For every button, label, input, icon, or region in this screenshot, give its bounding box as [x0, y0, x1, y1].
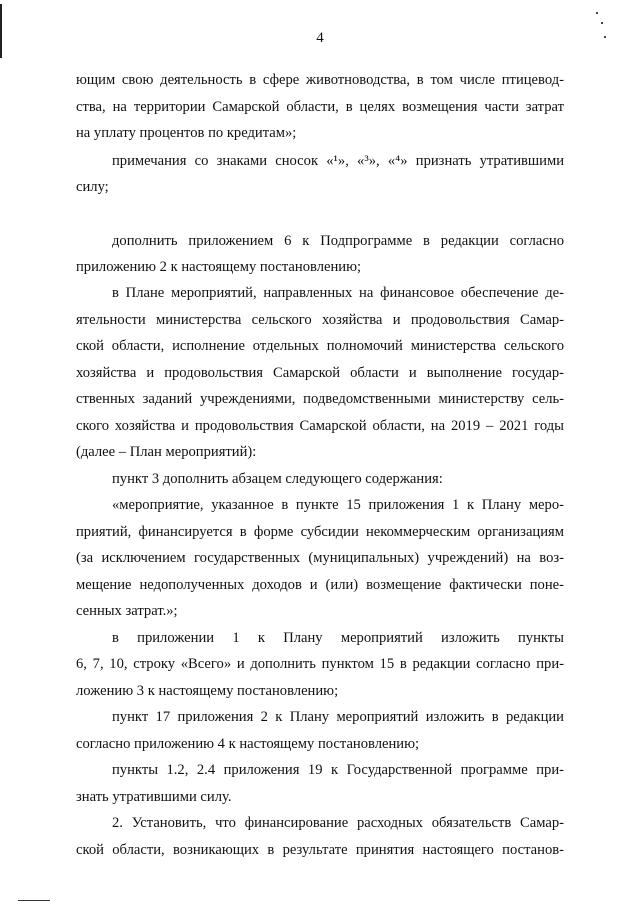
text-line: согласно приложению 4 к настоящему постановлению; — [76, 736, 420, 752]
text-line: ложению 3 к настоящему постановлению; — [76, 683, 339, 699]
text-line: приложению 2 к настоящему постановлению; — [76, 259, 362, 275]
text-line: ющим свою деятельность в сфере животноводства, в том числе птицевод- — [76, 72, 564, 88]
text-line: ства, на территории Самарской области, в целях возмещения части затрат — [76, 99, 564, 115]
text-line: силу; — [76, 179, 109, 195]
text-line: 6, 7, 10, строку «Всего» и дополнить пунктом 15 в редакции согласно при- — [76, 656, 564, 672]
text-line: мещение недополученных доходов и (или) возмещение фактически поне- — [76, 577, 564, 593]
text-line: пункт 17 приложения 2 к Плану мероприятий изложить в редакции — [112, 709, 564, 725]
text-line: (далее – План мероприятий): — [76, 444, 257, 460]
text-line: ской области, возникающих в результате принятия настоящего постанов- — [76, 842, 564, 858]
text-line: знать утратившими силу. — [76, 789, 232, 805]
text-line: дополнить приложением 6 к Подпрограмме в редакции согласно — [112, 233, 564, 249]
text-line: примечания со знаками сносок «¹», «³», «⁴» признать утратившими — [112, 153, 564, 169]
text-line: пункт 3 дополнить абзацем следующего содержания: — [112, 471, 443, 487]
text-line: (за исключением государственных (муниципальных) учреждений) на воз- — [76, 550, 564, 566]
text-line: в Плане мероприятий, направленных на финансовое обеспечение де- — [112, 285, 564, 301]
scan-dot — [601, 22, 603, 24]
text-line: на уплату процентов по кредитам»; — [76, 125, 297, 141]
text-line: 2. Установить, что финансирование расходных обязательств Самар- — [112, 815, 564, 831]
text-line: хозяйства и продовольствия Самарской области и выполнение государ- — [76, 365, 564, 381]
scan-corner-mark — [18, 900, 50, 901]
text-line: сенных затрат.»; — [76, 603, 178, 619]
text-line: в приложении 1 к Плану мероприятий изложить пункты — [112, 630, 564, 646]
text-line: ской области, исполнение отдельных полномочий министерства сельского — [76, 338, 564, 354]
text-line: пункты 1.2, 2.4 приложения 19 к Государственной программе при- — [112, 762, 564, 778]
page-number: 4 — [316, 30, 324, 46]
text-line: приятий, финансируется в форме субсидии некоммерческим организациям — [76, 524, 564, 540]
text-line: ятельности министерства сельского хозяйства и продовольствия Самар- — [76, 312, 564, 328]
text-line: ственных заданий учреждениями, подведомственными министерству сель- — [76, 391, 564, 407]
text-line: ского хозяйства и продовольствия Самарской области, на 2019 – 2021 годы — [76, 418, 564, 434]
scan-dot — [596, 12, 598, 14]
text-line: «мероприятие, указанное в пункте 15 приложения 1 к Плану меро- — [112, 497, 564, 513]
